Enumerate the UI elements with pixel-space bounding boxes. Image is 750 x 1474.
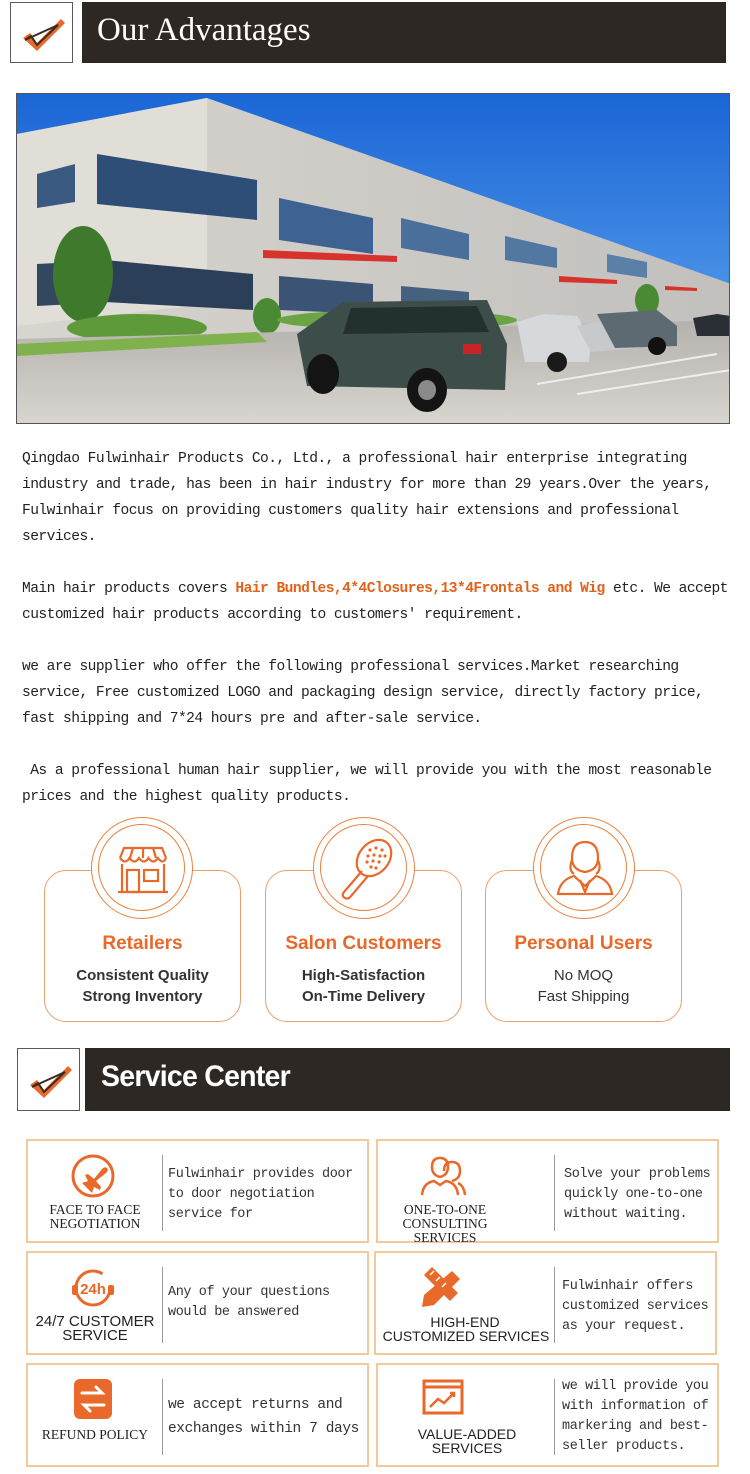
service-description: Solve your problems quickly one-to-one without waiting. [564,1167,711,1222]
checkmark-icon [10,2,73,63]
divider [162,1155,163,1231]
service-center-header [0,1046,750,1116]
divider [162,1267,163,1343]
customer-title: Salon Customers [285,933,442,954]
service-card-one-to-one [376,1139,719,1243]
users-icon [418,1153,468,1199]
intro-p2-suffix: etc. We accept customized hair products according to customers' requirement. [22,581,728,623]
service-label-1: REFUND POLICY [41,1427,149,1442]
divider [162,1379,163,1455]
service-description: Fulwinhair provides door to door negotiation service for [168,1167,353,1222]
service-card-24-7 [26,1251,369,1355]
customer-line-2: Strong Inventory [82,988,203,1005]
service-description: we will provide you with information of markering and best-seller products. [562,1379,709,1454]
company-intro [22,446,734,810]
service-label-2: CUSTOMIZED SERVICES [382,1328,550,1344]
service-label-1: FACE TO FACE [49,1202,141,1217]
customer-title: Retailers [102,933,183,954]
service-description: we accept returns and exchanges within 7 days [168,1397,359,1437]
service-label-2: CONSULTING SERVICES [402,1216,488,1245]
pencil-ruler-icon [416,1265,466,1311]
intro-paragraph-1: Qingdao Fulwinhair Products Co., Ltd., a professional hair enterprise integrating industry and trade, has been in hair industry for more than 29 years.Over the years, Fulwinhair focus on providing customers quality hair extensions and professional services. [22,451,712,545]
service-description: Any of your questions would be answered [168,1285,330,1320]
advantages-title-bar [82,2,726,63]
customer-line-2: Fast Shipping [537,988,630,1005]
customer-line-1: No MOQ [553,967,614,984]
advantages-header [0,0,750,70]
customer-line-1: Consistent Quality [76,967,209,984]
service-card-face-to-face [26,1139,369,1243]
intro-paragraph-3: we are supplier who offer the following professional services.Market researching service, Free customized LOGO and packaging design service, directly factory price, fast shipping and 7*24 hours pre and after-sale service. [22,659,704,727]
service-label-1: ONE-TO-ONE [403,1202,487,1217]
store-icon [91,817,193,919]
page-title: Our Advantages [97,12,311,48]
customer-line-1: High-Satisfaction [301,967,426,984]
customer-line-2: On-Time Delivery [301,988,426,1005]
refund-icon [68,1377,118,1423]
service-card-refund [26,1363,369,1467]
service-label-1: 24/7 CUSTOMER [35,1313,155,1330]
divider [554,1267,555,1343]
divider [554,1155,555,1231]
chart-icon [418,1377,468,1423]
factory-photo [16,93,730,424]
service-label-2: NEGOTIATION [49,1216,141,1231]
intro-paragraph-2 [22,576,734,628]
24h-icon [68,1265,118,1311]
intro-paragraph-4: As a professional human hair supplier, we will provide you with the most reasonable prices and the highest quality products. [22,763,720,805]
section-title: Service Center [101,1060,290,1093]
24h-text: 24h [80,1281,106,1298]
customer-title: Personal Users [514,933,653,954]
product-highlight: Hair Bundles,4*4Closures,13*4Frontals and Wig [235,581,605,597]
airplane-icon [68,1153,118,1199]
service-label-2: SERVICE [62,1327,128,1344]
service-center-title-bar [85,1048,730,1111]
checkmark-icon [17,1048,80,1111]
service-label-2: SERVICES [431,1440,503,1456]
divider [554,1379,555,1455]
service-label-1: HIGH-END [430,1314,500,1330]
brush-icon [313,817,415,919]
person-icon [533,817,635,919]
service-card-value-added [376,1363,719,1467]
service-card-high-end [374,1251,717,1355]
service-description: Fulwinhair offers customized services as your request. [562,1279,709,1334]
intro-p2-prefix: Main hair products covers [22,581,236,597]
service-label-1: VALUE-ADDED [417,1426,517,1442]
